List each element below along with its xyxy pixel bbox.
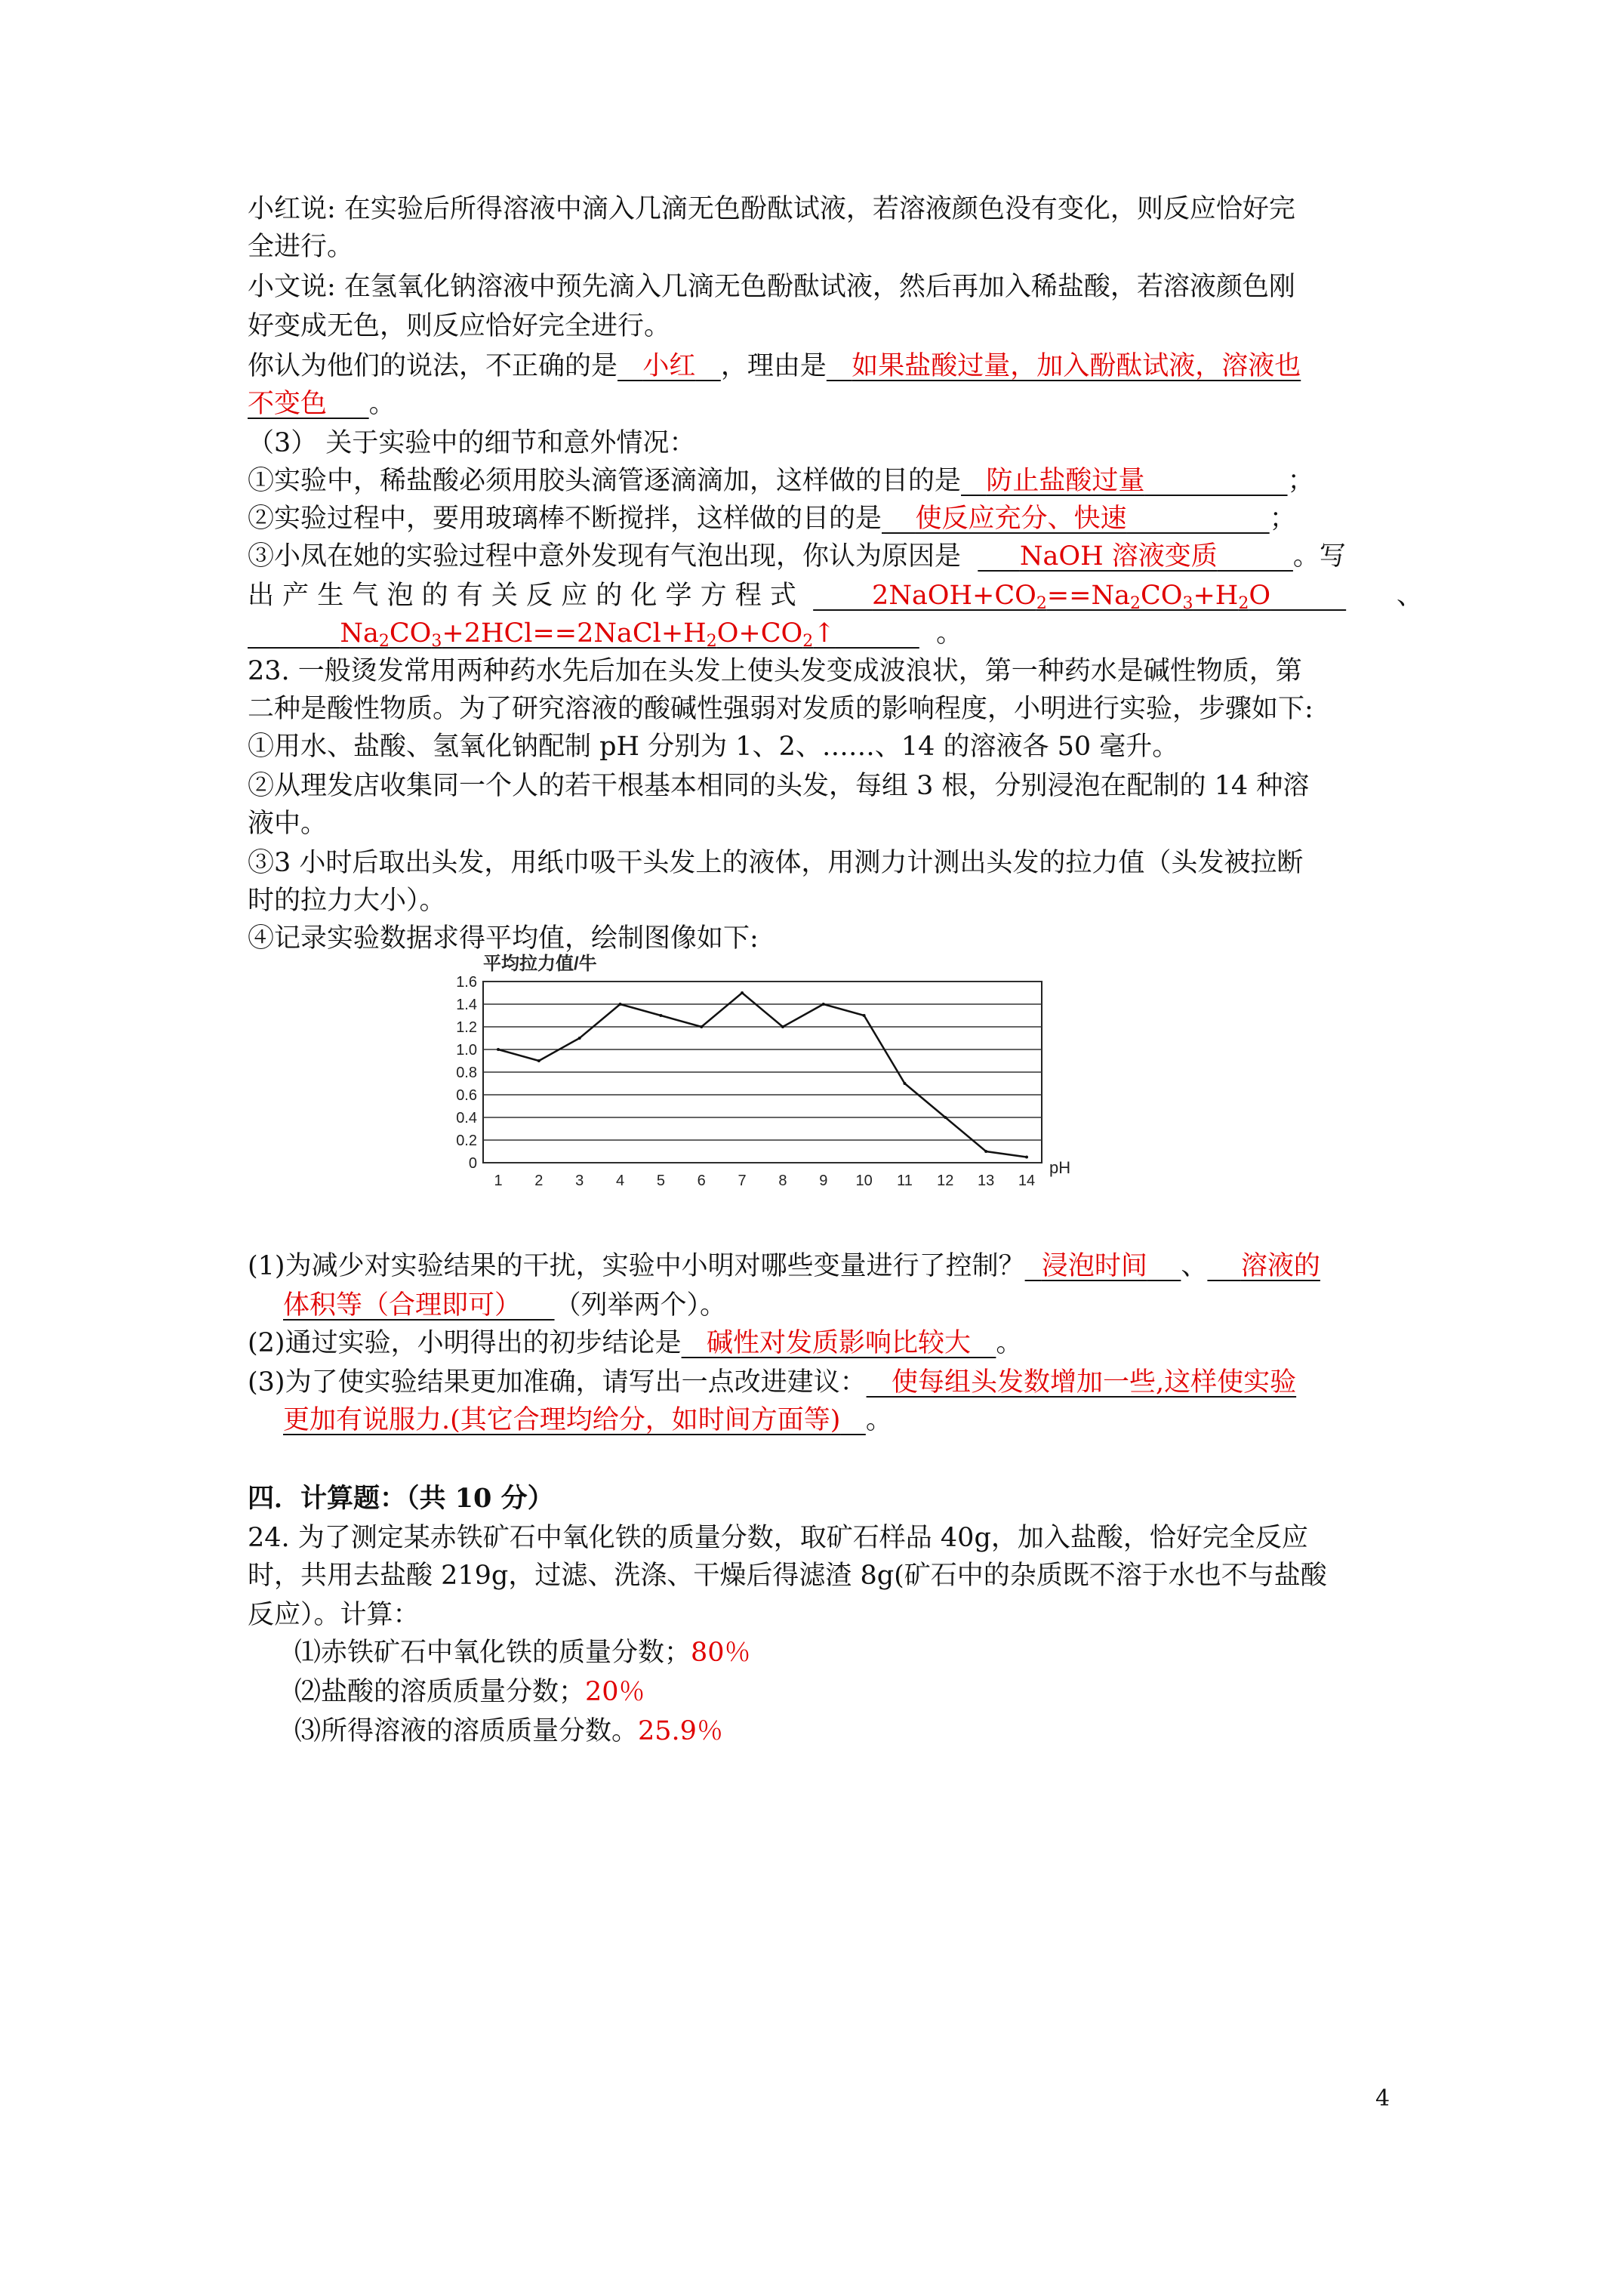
- y-tick-label: 0.6: [456, 1087, 477, 1104]
- text-line: 时，共用去盐酸 219g，过滤、洗涤、干燥后得滤渣 8g(矿石中的杂质既不溶于水也不与盐酸: [248, 1561, 1327, 1591]
- question-line: ⑵盐酸的溶质质量分数；20％: [294, 1677, 645, 1707]
- x-tick-label: 11: [897, 1173, 913, 1189]
- y-tick-label: 1.0: [456, 1042, 477, 1059]
- question-line: ⑶所得溶液的溶质质量分数。25.9％: [294, 1716, 723, 1746]
- text-line: ①用水、盐酸、氢氧化钠配制 pH 分别为 1、2、……、14 的溶液各 50 毫升。: [248, 732, 1179, 762]
- x-tick-label: 6: [697, 1173, 706, 1189]
- data-point: [822, 1003, 825, 1006]
- data-point: [903, 1082, 906, 1085]
- answer-text: 不变色: [248, 389, 328, 419]
- section-heading: 四．计算题：（共 10 分）: [248, 1483, 554, 1514]
- y-tick-labels: [456, 974, 477, 1172]
- x-tick-label: 10: [855, 1173, 873, 1189]
- x-tick-label: 8: [778, 1173, 787, 1189]
- data-point: [944, 1116, 947, 1119]
- y-tick-label: 0.2: [456, 1133, 477, 1149]
- text-line: 好变成无色，则反应恰好完全进行。: [248, 311, 671, 341]
- answer-text: 更加有说服力.(其它合理均给分，如时间方面等): [283, 1405, 841, 1435]
- answer-text: 防止盐酸过量: [986, 466, 1145, 496]
- question-line: ⑴赤铁矿石中氧化铁的质量分数；80％: [294, 1638, 751, 1668]
- text-line: 二种是酸性物质。为了研究溶液的酸碱性强弱对发质的影响程度，小明进行实验，步骤如下:: [248, 694, 1313, 724]
- x-tick-label: 4: [615, 1173, 625, 1189]
- y-tick-label: 1.2: [456, 1019, 477, 1036]
- text-line: 24. 为了测定某赤铁矿石中氧化铁的质量分数，取矿石样品 40g，加入盐酸，恰好完全反应: [248, 1523, 1308, 1553]
- data-point: [781, 1025, 784, 1028]
- question-line: 你认为他们的说法，不正确的是 小红 ，理由是 如果盐酸过量，加入酚酞试液，溶液也: [248, 351, 1301, 381]
- x-axis-label: pH: [1049, 1158, 1071, 1177]
- question-line: ③小凤在她的实验过程中意外发现有气泡出现，你认为原因是 NaOH 溶液变质 。写: [248, 541, 1346, 572]
- x-tick-label: 3: [575, 1173, 584, 1189]
- question-line: ②实验过程中，要用玻璃棒不断搅拌，这样做的目的是 使反应充分、快速 ；: [248, 504, 1296, 534]
- y-tick-label: 0: [468, 1155, 477, 1172]
- answer-text: NaOH 溶液变质: [1019, 541, 1218, 572]
- answer-text: 溶液的: [1240, 1251, 1320, 1281]
- x-tick-label: 12: [937, 1173, 954, 1189]
- x-tick-label: 14: [1018, 1173, 1036, 1189]
- text-line: 小红说: 在实验后所得溶液中滴入几滴无色酚酞试液，若溶液颜色没有变化，则反应恰好完: [248, 194, 1295, 224]
- chart-title: 平均拉力值/牛: [483, 954, 597, 974]
- text-line: 反应）。计算：: [248, 1600, 420, 1630]
- y-tick-label: 0.4: [456, 1110, 477, 1126]
- text-line: 时的拉力大小）。: [248, 886, 446, 916]
- answer-text: 如果盐酸过量，加入酚酞试液，溶液也: [852, 351, 1301, 381]
- text-line: ③3 小时后取出头发，用纸巾吸干头发上的液体，用测力计测出头发的拉力值（头发被拉断: [248, 848, 1304, 878]
- text-line: 小文说: 在氢氧化钠溶液中预先滴入几滴无色酚酞试液，然后再加入稀盐酸，若溶液颜色刚: [248, 272, 1295, 302]
- text-line: 液中。: [248, 809, 328, 839]
- answer-text: 25.9％: [638, 1716, 723, 1746]
- y-tick-label: 1.4: [456, 997, 477, 1013]
- x-tick-label: 5: [656, 1173, 665, 1189]
- answer-text: 浸泡时间: [1041, 1251, 1147, 1281]
- y-tick-label: 1.6: [456, 974, 477, 991]
- x-tick-label: 7: [738, 1173, 747, 1189]
- data-point: [578, 1037, 581, 1040]
- data-point: [741, 991, 744, 994]
- y-tick-label: 0.8: [456, 1065, 477, 1081]
- data-point: [863, 1014, 866, 1017]
- question-line: 更加有说服力.(其它合理均给分，如时间方面等) 。: [283, 1405, 892, 1435]
- question-line: ①实验中，稀盐酸必须用胶头滴管逐滴滴加，这样做的目的是 防止盐酸过量 ；: [248, 466, 1314, 496]
- question-line: (3)为了使实验结果更加准确，请写出一点改进建议： 使每组头发数增加一些,这样使实验: [248, 1367, 1297, 1398]
- question-line: 体积等（合理即可） （列举两个）。: [283, 1290, 727, 1321]
- question-line: 出 产 生 气 泡 的 有 关 反 应 的 化 学 方 程 式 $2NaOH+CO_2==Na_2CO_3+H_2O$ 、: [248, 581, 1423, 613]
- series-line: [498, 993, 1027, 1157]
- answer-text: $2NaOH+CO_2==Na_2CO_3+H_2O$: [872, 581, 1271, 613]
- x-tick-label: 13: [978, 1173, 995, 1189]
- data-point: [1025, 1156, 1028, 1159]
- answer-text: 使每组头发数增加一些,这样使实验: [891, 1367, 1297, 1398]
- text-line: 全进行。: [248, 232, 354, 262]
- answer-text: 体积等（合理即可）: [283, 1290, 522, 1321]
- x-tick-label: 1: [494, 1173, 503, 1189]
- text-line: ④记录实验数据求得平均值，绘制图像如下:: [248, 923, 759, 954]
- data-point: [619, 1003, 622, 1006]
- answer-text: 使反应充分、快速: [915, 504, 1127, 534]
- answer-text: 小红: [642, 351, 696, 381]
- text-line: 23. 一般烫发常用两种药水先后加在头发上使头发变成波浪状，第一种药水是碱性物质，第: [248, 656, 1302, 686]
- data-point: [659, 1014, 662, 1017]
- text-line: ②从理发店收集同一个人的若干根基本相同的头发，每组 3 根，分别浸泡在配制的 14 种溶: [248, 771, 1310, 801]
- text-line: （3） 关于实验中的细节和意外情况：: [248, 428, 696, 458]
- data-point: [497, 1048, 500, 1051]
- data-points: [497, 991, 1028, 1159]
- x-tick-label: 9: [819, 1173, 828, 1189]
- question-line: 不变色 。: [248, 389, 396, 419]
- data-point: [700, 1025, 703, 1028]
- data-point: [537, 1059, 540, 1062]
- page-number: 4: [1375, 2085, 1390, 2112]
- answer-text: 碱性对发质影响比较大: [706, 1328, 971, 1358]
- question-line: $Na_2CO_3+2HCl==2NaCl+H_2O+CO_2↑$ 。: [340, 618, 963, 651]
- data-point: [984, 1150, 987, 1153]
- question-line: (2)通过实验，小明得出的初步结论是 碱性对发质影响比较大 。: [248, 1328, 1023, 1358]
- x-tick-label: 2: [534, 1173, 544, 1189]
- answer-text: 80％: [691, 1638, 751, 1668]
- x-tick-labels: [494, 1173, 1035, 1189]
- answer-text: 20％: [585, 1677, 645, 1707]
- answer-text: $Na_2CO_3+2HCl==2NaCl+H_2O+CO_2↑$: [340, 618, 836, 651]
- line-chart: [445, 953, 1095, 1202]
- question-line: (1)为减少对实验结果的干扰，实验中小明对哪些变量进行了控制？ 浸泡时间 、 溶液的: [248, 1251, 1320, 1281]
